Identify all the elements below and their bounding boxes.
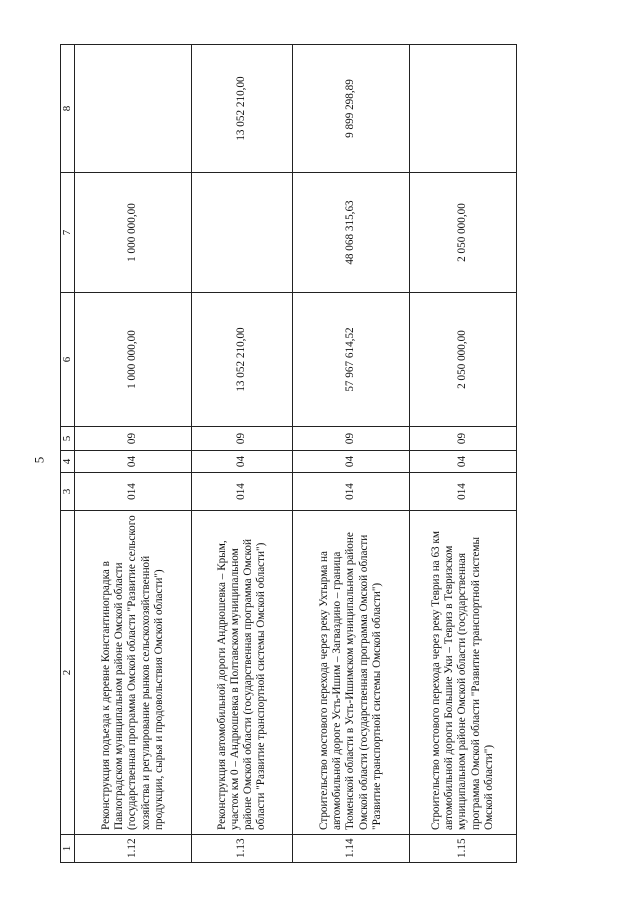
row-description: Строительство мостового перехода через реку Ухтырма на автомобильной дороге Усть-Ишим – Загваздино – граница Тюменской области в Усть-Ишимском муниципальном районе Омской области (государственная программа Омской области "Развитие транспортной системы Омской области") [293, 511, 410, 835]
code-cell: 09 [192, 427, 293, 451]
amount-cell: 1 000 000,00 [75, 293, 192, 427]
code-cell: 014 [192, 473, 293, 511]
amount-cell: 13 052 210,00 [192, 45, 293, 173]
amount-cell: 1 000 000,00 [75, 173, 192, 293]
code-cell: 014 [410, 473, 517, 511]
code-cell: 04 [192, 451, 293, 473]
table-row [410, 45, 517, 863]
amount-cell: 9 899 298,89 [293, 45, 410, 173]
row-description: Реконструкция автомобильной дороги Андрюшевка – Крым, участок км 0 – Андрюшевка в Полтавском муниципальном районе Омской области (государственная программа Омской области "Развитие транспортной системы Омской области") [192, 511, 293, 835]
amount-cell [410, 45, 517, 173]
table-row [75, 45, 192, 863]
amount-cell [75, 45, 192, 173]
column-header: 7 [61, 173, 75, 293]
row-number: 1.15 [410, 835, 517, 863]
rotated-table-container [60, 45, 620, 863]
column-header: 4 [61, 451, 75, 473]
row-description: Реконструкция подъезда к деревне Константиноградка в Павлоградском муниципальном районе Омской области (государственная программа Омской области "Развитие сельского хозяйства и регулирование рынков сельскохозяйственной продукции, сырья и продовольствия Омской области") [75, 511, 192, 835]
code-cell: 014 [293, 473, 410, 511]
column-header: 2 [61, 511, 75, 835]
code-cell: 09 [75, 427, 192, 451]
table-header-row [61, 45, 75, 863]
amount-cell: 48 068 315,63 [293, 173, 410, 293]
column-header: 1 [61, 835, 75, 863]
table-row [293, 45, 410, 863]
amount-cell: 13 052 210,00 [192, 293, 293, 427]
amount-cell: 57 967 614,52 [293, 293, 410, 427]
column-header: 3 [61, 473, 75, 511]
row-number: 1.12 [75, 835, 192, 863]
column-header: 8 [61, 45, 75, 173]
row-number: 1.13 [192, 835, 293, 863]
row-number: 1.14 [293, 835, 410, 863]
code-cell: 09 [293, 427, 410, 451]
column-header: 5 [61, 427, 75, 451]
row-description: Строительство мостового перехода через реку Тевриз на 63 км автомобильной дороги Большие Уки – Тевриз в Тевризском муниципальном районе Омской области (государственная программа Омской области "Развитие транспортной системы Омской области") [410, 511, 517, 835]
budget-table [60, 44, 517, 863]
code-cell: 014 [75, 473, 192, 511]
code-cell: 04 [75, 451, 192, 473]
code-cell: 04 [293, 451, 410, 473]
page-number: 5 [31, 456, 47, 464]
column-header: 6 [61, 293, 75, 427]
table-row [192, 45, 293, 863]
code-cell: 09 [410, 427, 517, 451]
code-cell: 04 [410, 451, 517, 473]
amount-cell: 2 050 000,00 [410, 293, 517, 427]
amount-cell: 2 050 000,00 [410, 173, 517, 293]
amount-cell [192, 173, 293, 293]
